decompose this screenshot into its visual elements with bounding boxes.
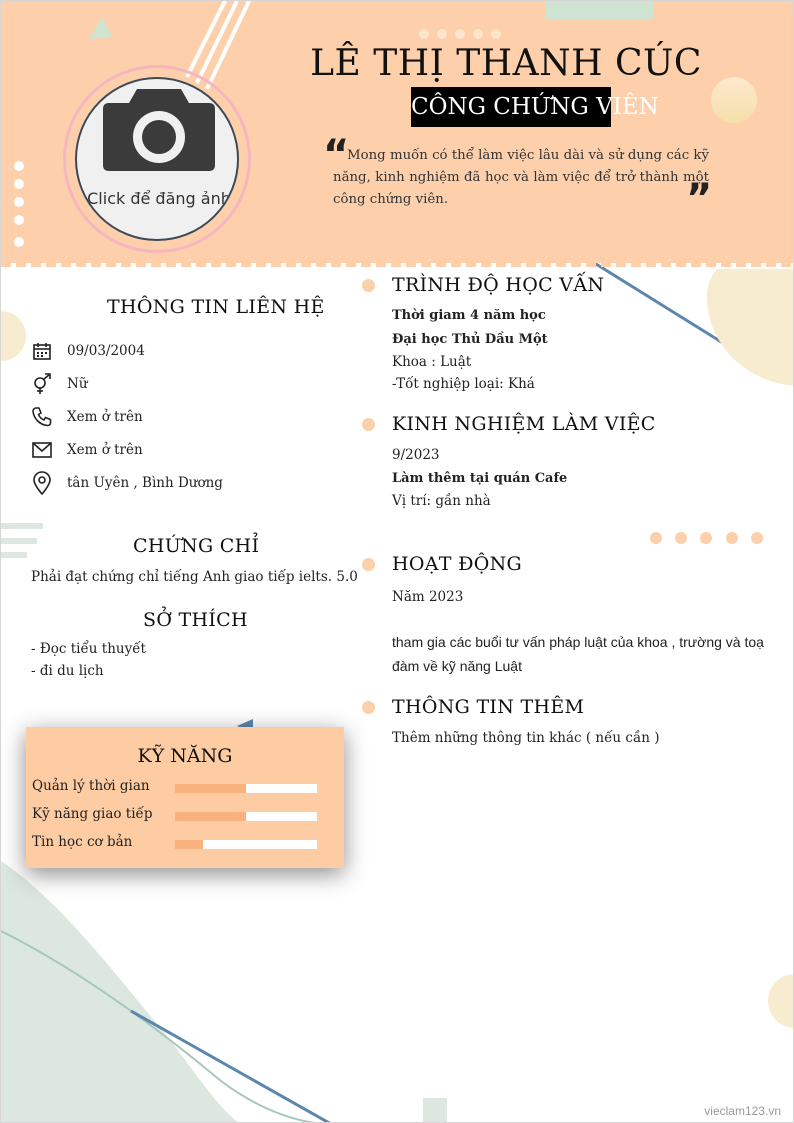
quote-close-icon: ”	[686, 176, 713, 222]
avatar-upload[interactable]	[75, 77, 239, 241]
gender-icon	[31, 373, 53, 395]
skills-title: KỸ NĂNG	[137, 745, 233, 767]
education-grade: -Tốt nghiệp loại: Khá	[392, 376, 535, 392]
skill-name: Tin học cơ bản	[32, 834, 133, 850]
skill-level-fill	[175, 812, 246, 821]
birthdate-value: 09/03/2004	[67, 343, 145, 359]
career-objective: Mong muốn có thể làm việc lâu dài và sử dụng các kỹ năng, kinh nghiệm đã học và làm việc để trở thành một công chứng viên.	[333, 148, 709, 207]
contact-address	[31, 471, 223, 495]
job-title: CÔNG CHỨNG VIÊN	[411, 87, 611, 127]
certificates-text: Phải đạt chứng chỉ tiếng Anh giao tiếp ielts. 5.0	[31, 569, 358, 585]
contact-phone	[31, 405, 143, 429]
contact-birthdate	[31, 339, 145, 363]
gender-value: Nữ	[67, 376, 88, 392]
experience-date: 9/2023	[392, 447, 440, 463]
education-duration: Thời giam 4 năm học	[392, 308, 546, 323]
address-value: tân Uyên , Bình Dương	[67, 475, 223, 491]
avatar-label: Click để đăng ảnh	[87, 189, 231, 208]
quote-open-icon: “	[323, 132, 350, 178]
hobbies-title: SỞ THÍCH	[143, 609, 248, 631]
footer-brand: vieclam123.vn	[704, 1104, 781, 1118]
contact-title: THÔNG TIN LIÊN HỆ	[107, 296, 325, 318]
skill-name: Kỹ năng giao tiếp	[32, 806, 153, 822]
hobby-item: - Đọc tiểu thuyết	[31, 641, 146, 657]
candidate-name: LÊ THỊ THANH CÚC	[310, 43, 702, 84]
skill-name: Quản lý thời gian	[32, 778, 150, 794]
skill-bar	[175, 812, 317, 821]
section-bullet	[362, 701, 375, 714]
location-icon	[31, 472, 53, 494]
camera-icon	[101, 85, 217, 181]
contact-gender	[31, 372, 88, 396]
skill-row	[32, 778, 332, 800]
hobby-item: - đi du lịch	[31, 663, 104, 679]
experience-job: Làm thêm tại quán Cafe	[392, 471, 568, 486]
activities-title: HOẠT ĐỘNG	[392, 553, 522, 575]
mail-icon	[31, 439, 53, 461]
skill-level-fill	[175, 840, 203, 849]
experience-position: Vị trí: gần nhà	[392, 493, 491, 509]
skill-bar	[175, 784, 317, 793]
calendar-icon	[31, 340, 53, 362]
activities-description: tham gia các buổi tư vấn pháp luật của khoa , trường và toạ đàm về kỹ năng Luật	[392, 634, 764, 674]
skill-level-fill	[175, 784, 246, 793]
skill-row	[32, 806, 332, 828]
section-bullet	[362, 279, 375, 292]
email-value: Xem ở trên	[67, 442, 143, 458]
education-school: Đại học Thủ Dầu Một	[392, 332, 548, 347]
skill-bar	[175, 840, 317, 849]
section-bullet	[362, 558, 375, 571]
contact-email	[31, 438, 143, 462]
education-title: TRÌNH ĐỘ HỌC VẤN	[392, 274, 605, 296]
certificates-title: CHỨNG CHỈ	[133, 535, 260, 557]
header-dashed-edge	[1, 259, 794, 269]
skill-row	[32, 834, 332, 856]
skills-box	[26, 727, 344, 868]
phone-icon	[31, 406, 53, 428]
section-bullet	[362, 418, 375, 431]
education-faculty: Khoa : Luật	[392, 354, 472, 370]
experience-title: KINH NGHIỆM LÀM VIỆC	[392, 413, 656, 435]
phone-value: Xem ở trên	[67, 409, 143, 425]
activities-year: Năm 2023	[392, 589, 464, 605]
additional-text: Thêm những thông tin khác ( nếu cần )	[392, 730, 660, 746]
additional-title: THÔNG TIN THÊM	[392, 696, 585, 718]
header-banner	[1, 1, 794, 263]
